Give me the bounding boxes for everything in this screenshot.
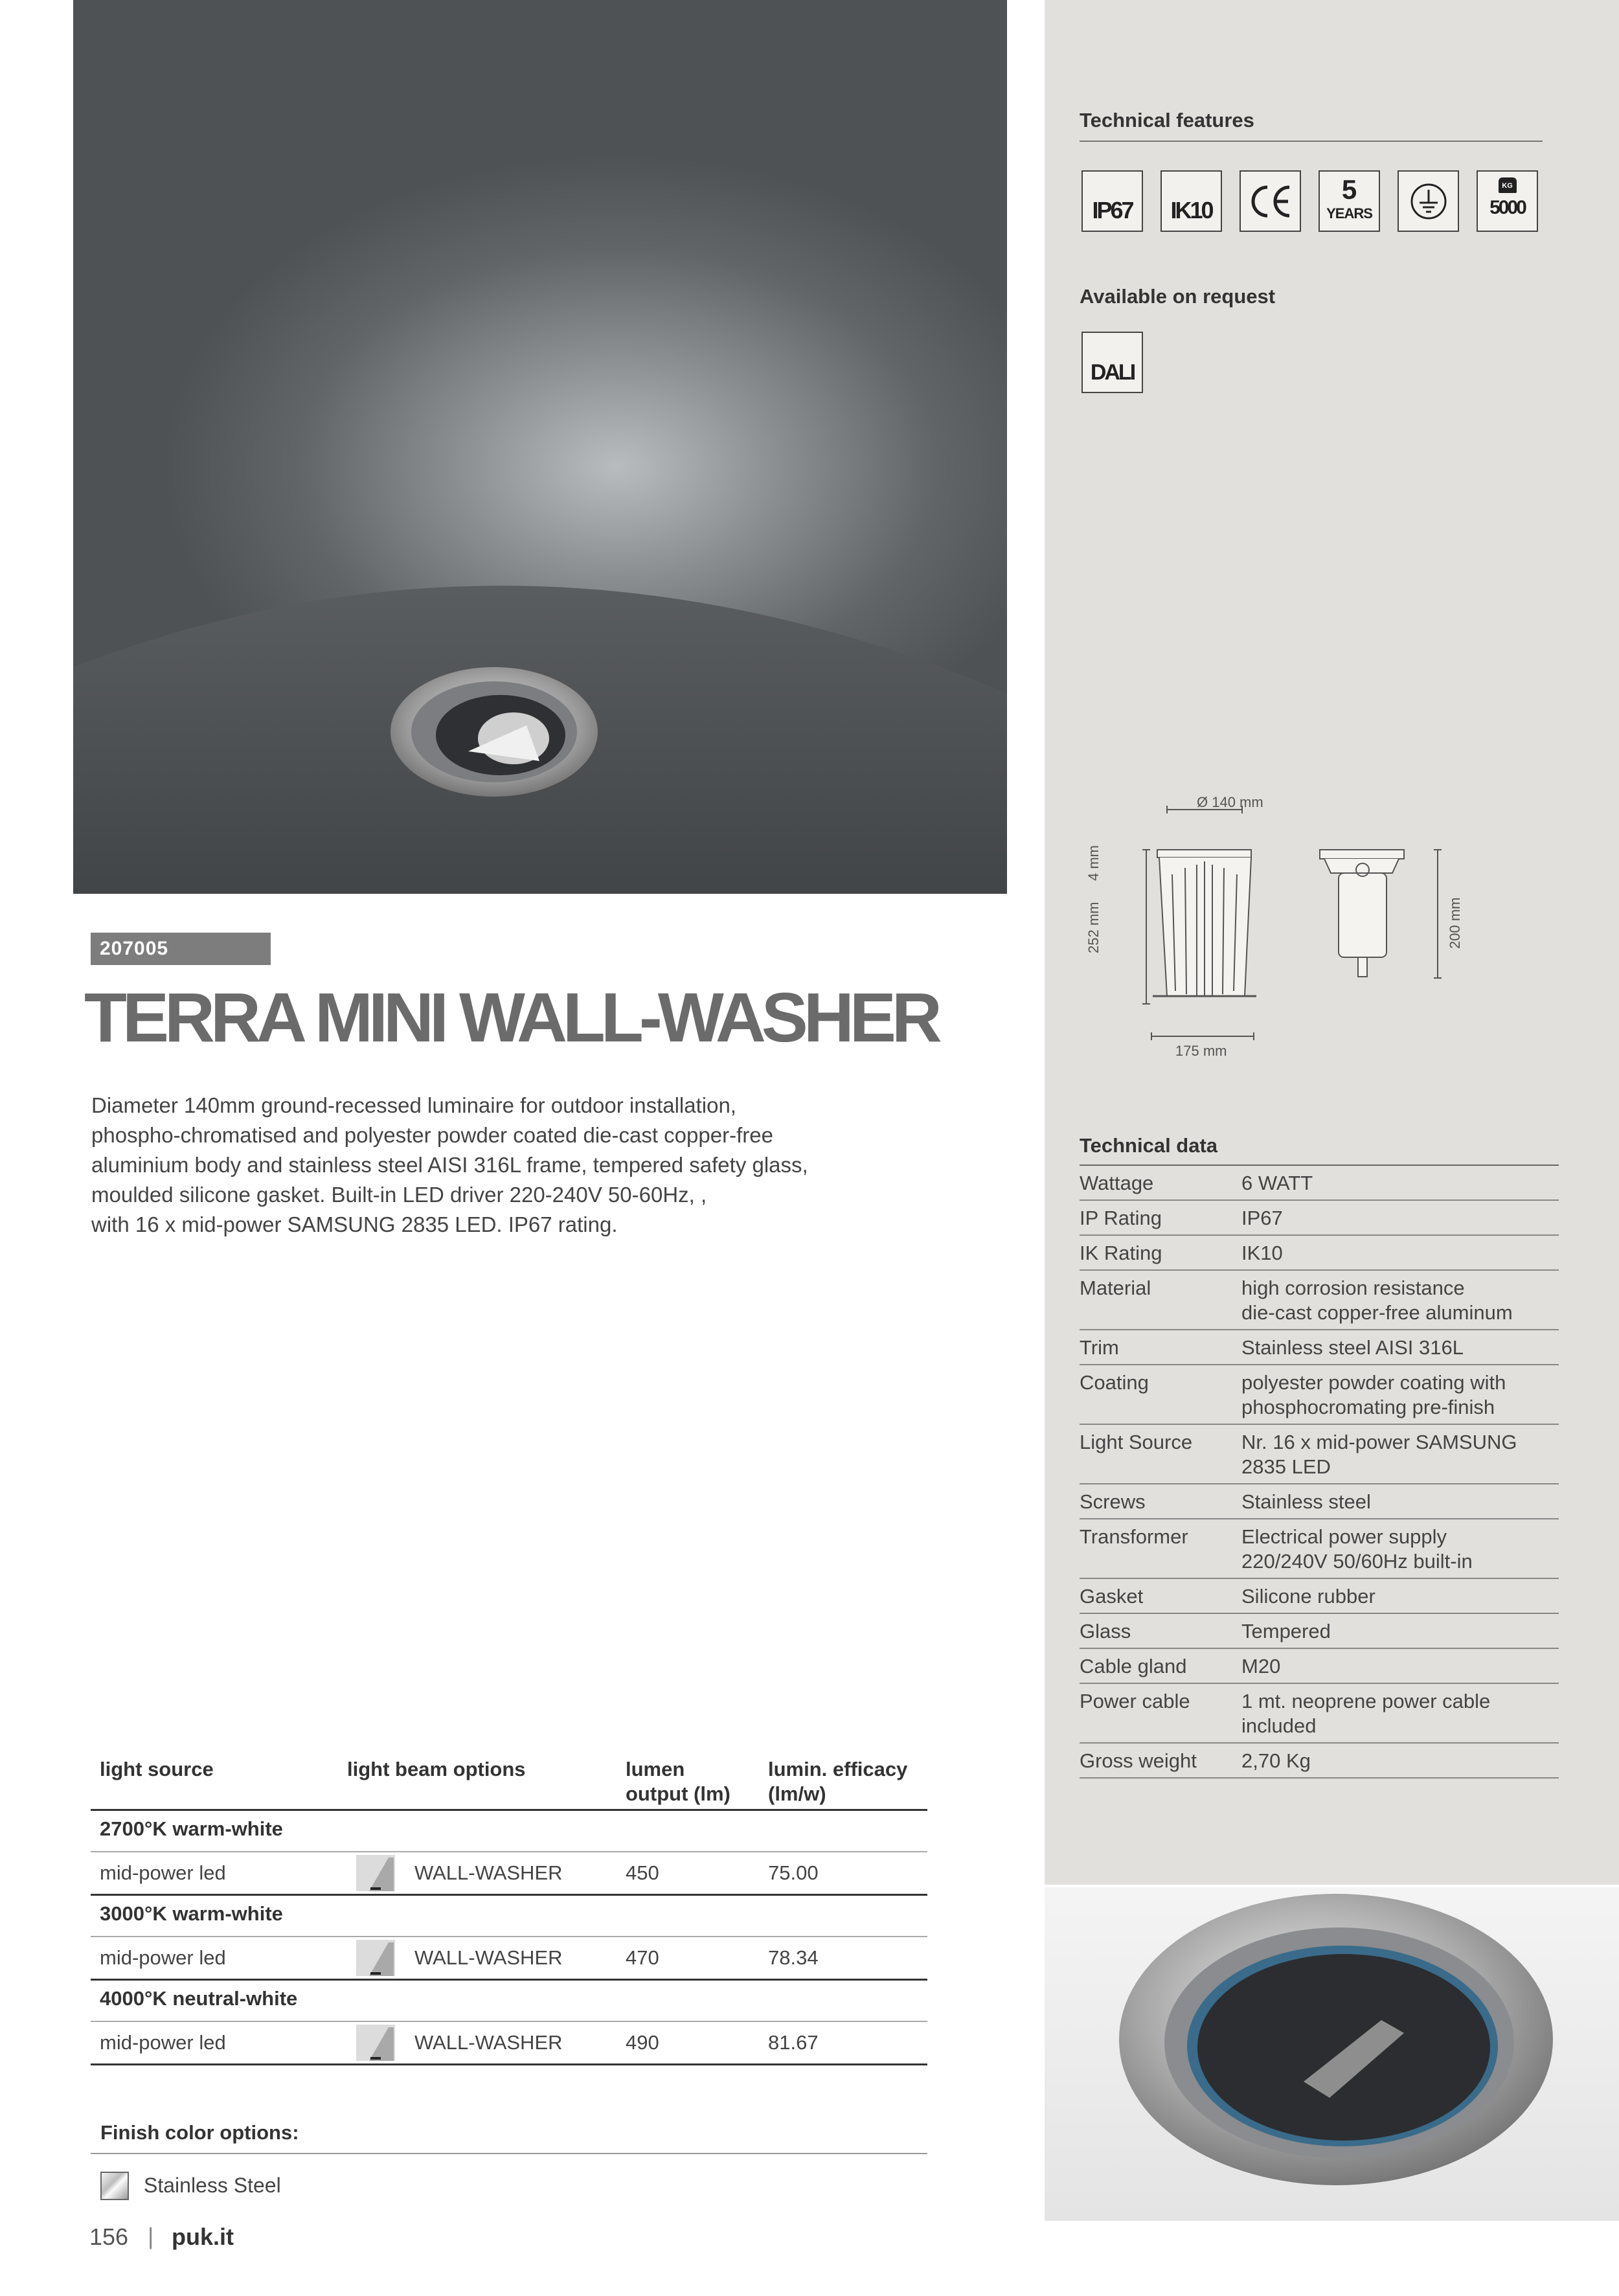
table-row [1080,1166,1559,1201]
technical-data-value-line: phosphocromating pre-finish [1241,1396,1495,1418]
earth-ground-glyph [1408,181,1449,222]
badge-label: IP67 [1092,197,1133,223]
technical-data-value-line: Stainless steel [1241,1490,1371,1513]
technical-data-value [1241,1370,1559,1420]
light-source-table-body [91,1811,927,2065]
technical-data-value-line: 2,70 Kg [1241,1749,1311,1772]
technical-data-value-line: IK10 [1241,1242,1283,1264]
technical-data-value-line: 2835 LED [1241,1455,1331,1478]
diameter-label: Ø 140 mm [1197,794,1263,810]
color-temperature-label: 3000°K warm-white [100,1902,283,1925]
table-row [1080,1425,1559,1484]
header-efficacy-line2: (lm/w) [768,1782,826,1805]
technical-data-key: Glass [1080,1620,1131,1642]
table-row [1080,1201,1559,1236]
technical-features-title: Technical features [1080,109,1254,131]
technical-data-key: Light Source [1080,1431,1193,1453]
header-efficacy-line1: lumin. efficacy [768,1758,908,1780]
technical-data-value-line: Electrical power supply [1241,1525,1447,1548]
technical-data-value [1241,1336,1559,1360]
technical-data-value-line: 6 WATT [1241,1172,1313,1194]
dali-icon [1081,332,1143,393]
header-efficacy [768,1757,907,1806]
technical-data-key: Gasket [1080,1585,1144,1608]
ce-mark-icon [1240,170,1301,232]
table-row [1080,1684,1559,1744]
table-row [1080,1365,1559,1425]
footer-website: puk.it [172,2223,234,2250]
ip67-icon [1081,170,1143,232]
technical-data-value-line: Silicone rubber [1241,1585,1376,1608]
total-height-label: 252 mm [1085,902,1102,953]
technical-data-value [1241,1619,1559,1644]
technical-data-table [1080,1132,1559,1779]
technical-data-value-line: Stainless steel AISI 316L [1241,1336,1464,1359]
technical-data-value-line: die-cast copper-free aluminum [1241,1301,1513,1324]
table-header [91,1752,927,1811]
table-row [1080,1519,1559,1579]
light-source-table [91,1752,927,2065]
product-photo-closeup [1045,1887,1619,2221]
light-source-cell: mid-power led [100,2031,226,2054]
technical-features-divider [1080,141,1543,142]
header-light-source: light source [100,1758,214,1780]
description-line: with 16 x mid-power SAMSUNG 2835 LED. IP67 rating. [91,1212,618,1236]
table-row [1080,1236,1559,1271]
base-width-label: 175 mm [1175,1043,1227,1059]
lumen-output-cell: 470 [626,1946,659,1969]
technical-data-key: Power cable [1080,1690,1190,1712]
product-title: TERRA MINI WALL-WASHER [84,978,938,1056]
footer-separator: | [148,2223,154,2249]
table-row [1080,1484,1559,1519]
earth-ground-icon [1398,170,1459,232]
page-number: 156 [89,2223,129,2250]
color-temperature-label: 4000°K neutral-white [100,1987,298,2010]
wall-washer-beam-icon [356,1854,395,1892]
table-row [91,1852,927,1896]
description-line: moulded silicone gasket. Built-in LED driver 220-240V 50-60Hz, , [91,1183,707,1207]
warranty-icon [1319,170,1380,232]
technical-data-key: Wattage [1080,1172,1154,1194]
technical-data-key: Screws [1080,1490,1146,1513]
technical-data-value [1241,1430,1559,1479]
technical-data-key: Gross weight [1080,1749,1197,1772]
table-row [1080,1271,1559,1330]
technical-data-value-line: polyester powder coating with [1241,1371,1506,1394]
technical-data-value [1241,1584,1559,1609]
light-beam-cell: WALL-WASHER [414,2031,563,2054]
badge-label: IK10 [1170,197,1212,223]
technical-data-body [1080,1166,1559,1779]
weight-glyph: KG [1499,177,1517,193]
technical-data-key: Material [1080,1277,1151,1299]
technical-data-value [1241,1241,1559,1266]
technical-data-value-line: M20 [1241,1655,1281,1677]
finish-options-label: Finish color options: [100,2121,299,2144]
light-beam-cell: WALL-WASHER [414,1861,563,1884]
header-lumen-line1: lumen [626,1758,685,1780]
lumen-output-cell: 490 [626,2031,659,2054]
table-row [91,2022,927,2065]
badge-label: DALI [1090,360,1135,385]
description-line: phospho-chromatised and polyester powder coated die-cast copper-free [91,1123,773,1147]
color-temperature-row [91,1811,927,1852]
product-description [91,1091,933,1240]
technical-data-value [1241,1525,1559,1574]
top-height-label: 4 mm [1085,845,1102,881]
table-row [1080,1744,1559,1779]
table-row [1080,1330,1559,1365]
technical-data-value-line: IP67 [1241,1207,1283,1229]
finish-divider [91,2153,927,2154]
table-row [1080,1649,1559,1684]
header-lumen-line2: output (lm) [626,1782,730,1805]
technical-data-value [1241,1171,1559,1196]
product-photo-installed [73,0,1007,894]
efficacy-cell: 81.67 [768,2031,819,2054]
efficacy-cell: 78.34 [768,1946,819,1969]
technical-data-value-line: included [1241,1714,1317,1737]
light-beam-cell: WALL-WASHER [414,1946,563,1969]
color-temperature-label: 2700°K warm-white [100,1817,283,1840]
technical-data-value-line: 220/240V 50/60Hz built-in [1241,1550,1473,1573]
load-weight-icon [1477,170,1538,232]
available-on-request-title: Available on request [1080,285,1276,308]
header-lumen [626,1757,730,1806]
technical-data-value-line: Nr. 16 x mid-power SAMSUNG [1241,1431,1517,1453]
header-light-beam: light beam options [347,1758,526,1780]
technical-data-value-line: 1 mt. neoprene power cable [1241,1690,1491,1712]
table-row [1080,1614,1559,1649]
light-source-cell: mid-power led [100,1946,226,1969]
description-line: Diameter 140mm ground-recessed luminaire for outdoor installation, [91,1093,736,1117]
warranty-years-label: YEARS [1326,205,1372,222]
efficacy-cell: 75.00 [768,1861,819,1884]
technical-data-value [1241,1276,1559,1325]
side-height-label: 200 mm [1447,897,1463,949]
technical-data-key: Trim [1080,1336,1119,1359]
technical-data-key: IK Rating [1080,1242,1162,1264]
color-temperature-row [91,1896,927,1937]
product-code: 207005 [91,933,271,965]
technical-data-value [1241,1689,1559,1738]
technical-data-value-line: Tempered [1241,1620,1331,1642]
technical-data-value [1241,1654,1559,1679]
load-value: 5000 [1489,196,1525,218]
technical-data-value-line: high corrosion resistance [1241,1277,1465,1299]
wall-washer-beam-icon [356,2023,395,2062]
technical-drawing [1075,790,1489,1062]
technical-data-value [1241,1749,1559,1773]
lumen-output-cell: 450 [626,1861,659,1884]
ik10-icon [1160,170,1222,232]
technical-data-key: IP Rating [1080,1207,1162,1229]
table-row [1080,1579,1559,1614]
light-source-cell: mid-power led [100,1861,226,1884]
stainless-steel-swatch [100,2172,129,2200]
description-line: aluminium body and stainless steel AISI 316L frame, tempered safety glass, [91,1153,808,1177]
technical-data-value [1241,1206,1559,1231]
technical-data-key: Coating [1080,1371,1149,1394]
table-row [91,1937,927,1981]
technical-data-key: Cable gland [1080,1655,1187,1677]
technical-data-title: Technical data [1080,1132,1559,1166]
technical-data-key: Transformer [1080,1525,1188,1548]
color-temperature-row [91,1981,927,2022]
finish-option-name: Stainless Steel [144,2174,281,2197]
technical-data-value [1241,1490,1559,1514]
ce-mark-glyph [1248,182,1293,221]
wall-washer-beam-icon [356,1938,395,1977]
warranty-years-number: 5 [1341,174,1357,205]
